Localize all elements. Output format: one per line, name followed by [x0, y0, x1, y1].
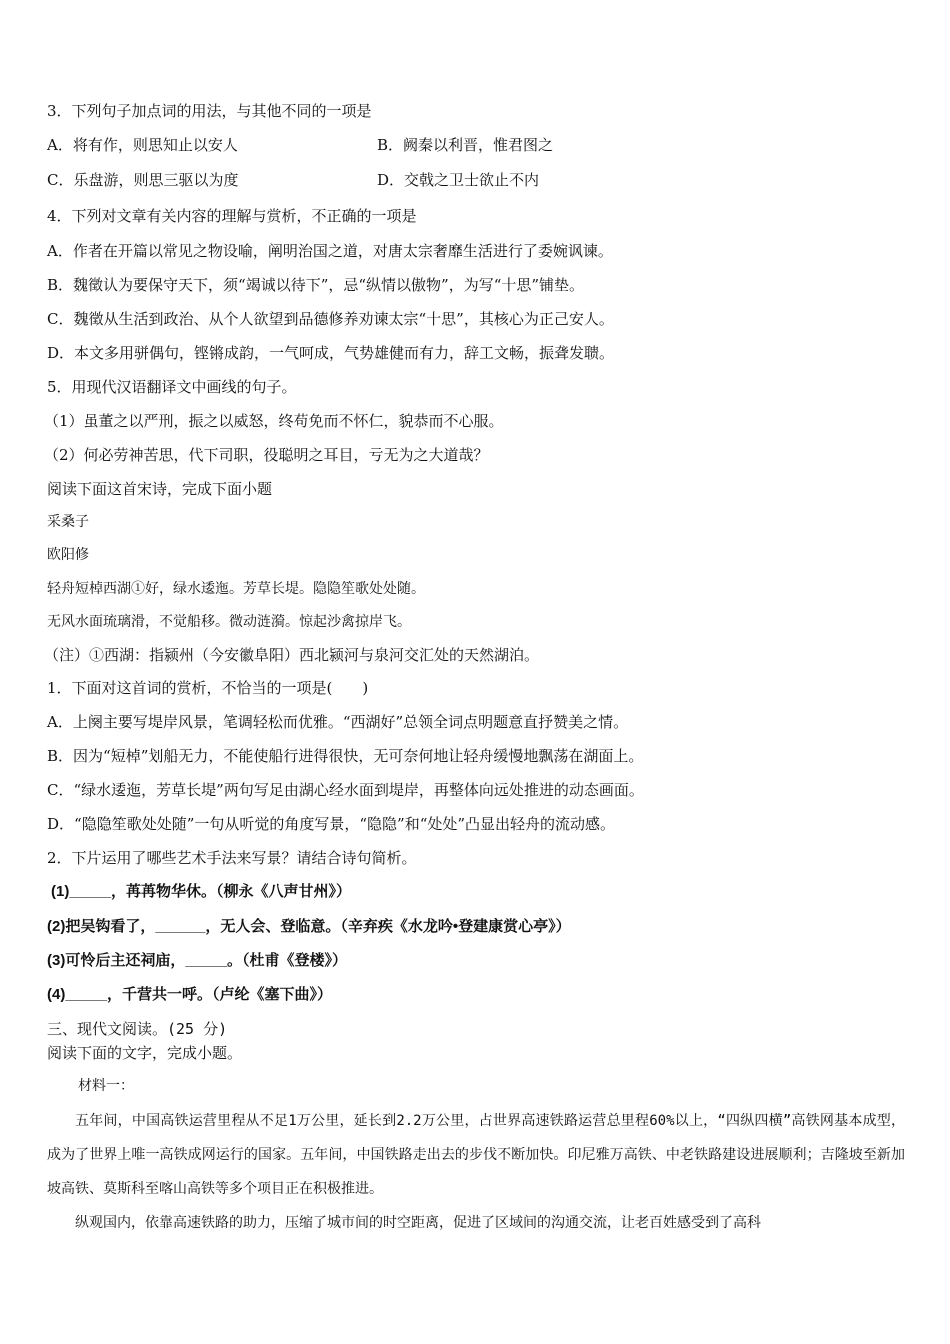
- pq1-option-a: A．上阕主要写堤岸风景，笔调轻松而优雅。“西湖好”总领全词点明题意直抒赞美之情。: [47, 713, 629, 731]
- fill-blank-4: (4)_____，千营共一呼。（卢纶《塞下曲》）: [47, 986, 333, 1003]
- pq2-stem: 2．下片运用了哪些艺术手法来写景？请结合诗句简析。: [47, 849, 417, 867]
- material-paragraph-2: 纵观国内，依靠高速铁路的助力，压缩了城市间的时空距离，促进了区域间的沟通交流，让老百姓感受到了高科: [75, 1215, 761, 1231]
- pq1-option-b: B．因为“短棹”划船无力，不能使船行进得很快，无可奈何地让轻舟缓慢地飘荡在湖面上。: [47, 747, 644, 765]
- section-intro: 阅读下面的文字，完成小题。: [47, 1044, 243, 1062]
- q4-option-c: C．魏徵从生活到政治、从个人欲望到品德修养劝谏太宗“十思”，其核心为正己安人。: [47, 310, 614, 328]
- q3-option-a: A．将有作，则思知止以安人: [47, 136, 238, 154]
- material-paragraph-1: 五年间，中国高铁运营里程从不足1万公里，延长到2.2万公里，占世界高速铁路运营总里程60%以上，“四纵四横”高铁网基本成型，成为了世界上唯一高铁成网运行的国家。五年间，中国铁路走出去的步伐不断加快。印尼雅万高铁、中老铁路建设进展顺利；吉隆坡至新加坡高铁、莫斯科至喀山高铁等多个项目正在积极推进。: [47, 1113, 905, 1197]
- q5-sentence-2: （2）何必劳神苦思，代下司职，役聪明之耳目，亏无为之大道哉？: [44, 446, 489, 464]
- poem-title: 采桑子: [47, 514, 89, 530]
- fill-blank-2: (2)把吴钩看了，______，无人会、登临意。（辛弃疾《水龙吟•登建康赏心亭》）: [47, 918, 571, 935]
- poem-note: （注）①西湖：指颍州（今安徽阜阳）西北颍河与泉河交汇处的天然湖泊。: [44, 646, 540, 664]
- q4-option-b: B．魏徵认为要保守天下，须“竭诚以待下”，忌“纵情以傲物”，为写“十思”铺垫。: [47, 276, 585, 294]
- pq1-stem: 1．下面对这首词的赏析，不恰当的一项是( ): [47, 679, 369, 697]
- material-body: [47, 1104, 905, 1240]
- poem-intro: 阅读下面这首宋诗，完成下面小题: [47, 480, 273, 498]
- section-heading: 三、现代文阅读。(25 分): [47, 1020, 228, 1038]
- q4-option-a: A．作者在开篇以常见之物设喻，阐明治国之道，对唐太宗奢靡生活进行了委婉讽谏。: [47, 242, 613, 260]
- q4-stem: 4．下列对文章有关内容的理解与赏析，不正确的一项是: [47, 207, 417, 225]
- q3-option-d: D．交戟之卫士欲止不内: [377, 171, 540, 189]
- fill-blank-1: (1)_____，苒苒物华休。（柳永《八声甘州》）: [51, 883, 352, 900]
- q4-option-d: D．本文多用骈偶句，铿锵成韵，一气呵成，气势雄健而有力，辞工文畅，振聋发聩。: [47, 344, 615, 362]
- poem-line-1: 轻舟短棹西湖①好，绿水逶迤。芳草长堤。隐隐笙歌处处随。: [47, 581, 425, 597]
- material-label: 材料一：: [78, 1078, 134, 1094]
- poem-line-2: 无风水面琉璃滑，不觉船移。微动涟漪。惊起沙禽掠岸飞。: [47, 614, 411, 630]
- fill-blank-3: (3)可怜后主还祠庙，_____。（杜甫《登楼》）: [47, 952, 348, 969]
- pq1-option-d: D．“隐隐笙歌处处随”一句从听觉的角度写景，“隐隐”和“处处”凸显出轻舟的流动感。: [47, 815, 616, 833]
- q3-option-b: B．阙秦以利晋，惟君图之: [377, 136, 554, 154]
- pq1-option-c: C．“绿水逶迤，芳草长堤”两句写足由湖心经水面到堤岸，再整体向远处推进的动态画面。: [47, 781, 644, 799]
- q5-sentence-1: （1）虽董之以严刑，振之以威怒，终苟免而不怀仁，貌恭而不心服。: [44, 412, 504, 430]
- q3-stem: 3．下列句子加点词的用法，与其他不同的一项是: [47, 102, 372, 120]
- poem-author: 欧阳修: [47, 547, 89, 563]
- q5-stem: 5．用现代汉语翻译文中画线的句子。: [47, 378, 297, 396]
- q3-option-c: C．乐盘游，则思三驱以为度: [47, 171, 239, 189]
